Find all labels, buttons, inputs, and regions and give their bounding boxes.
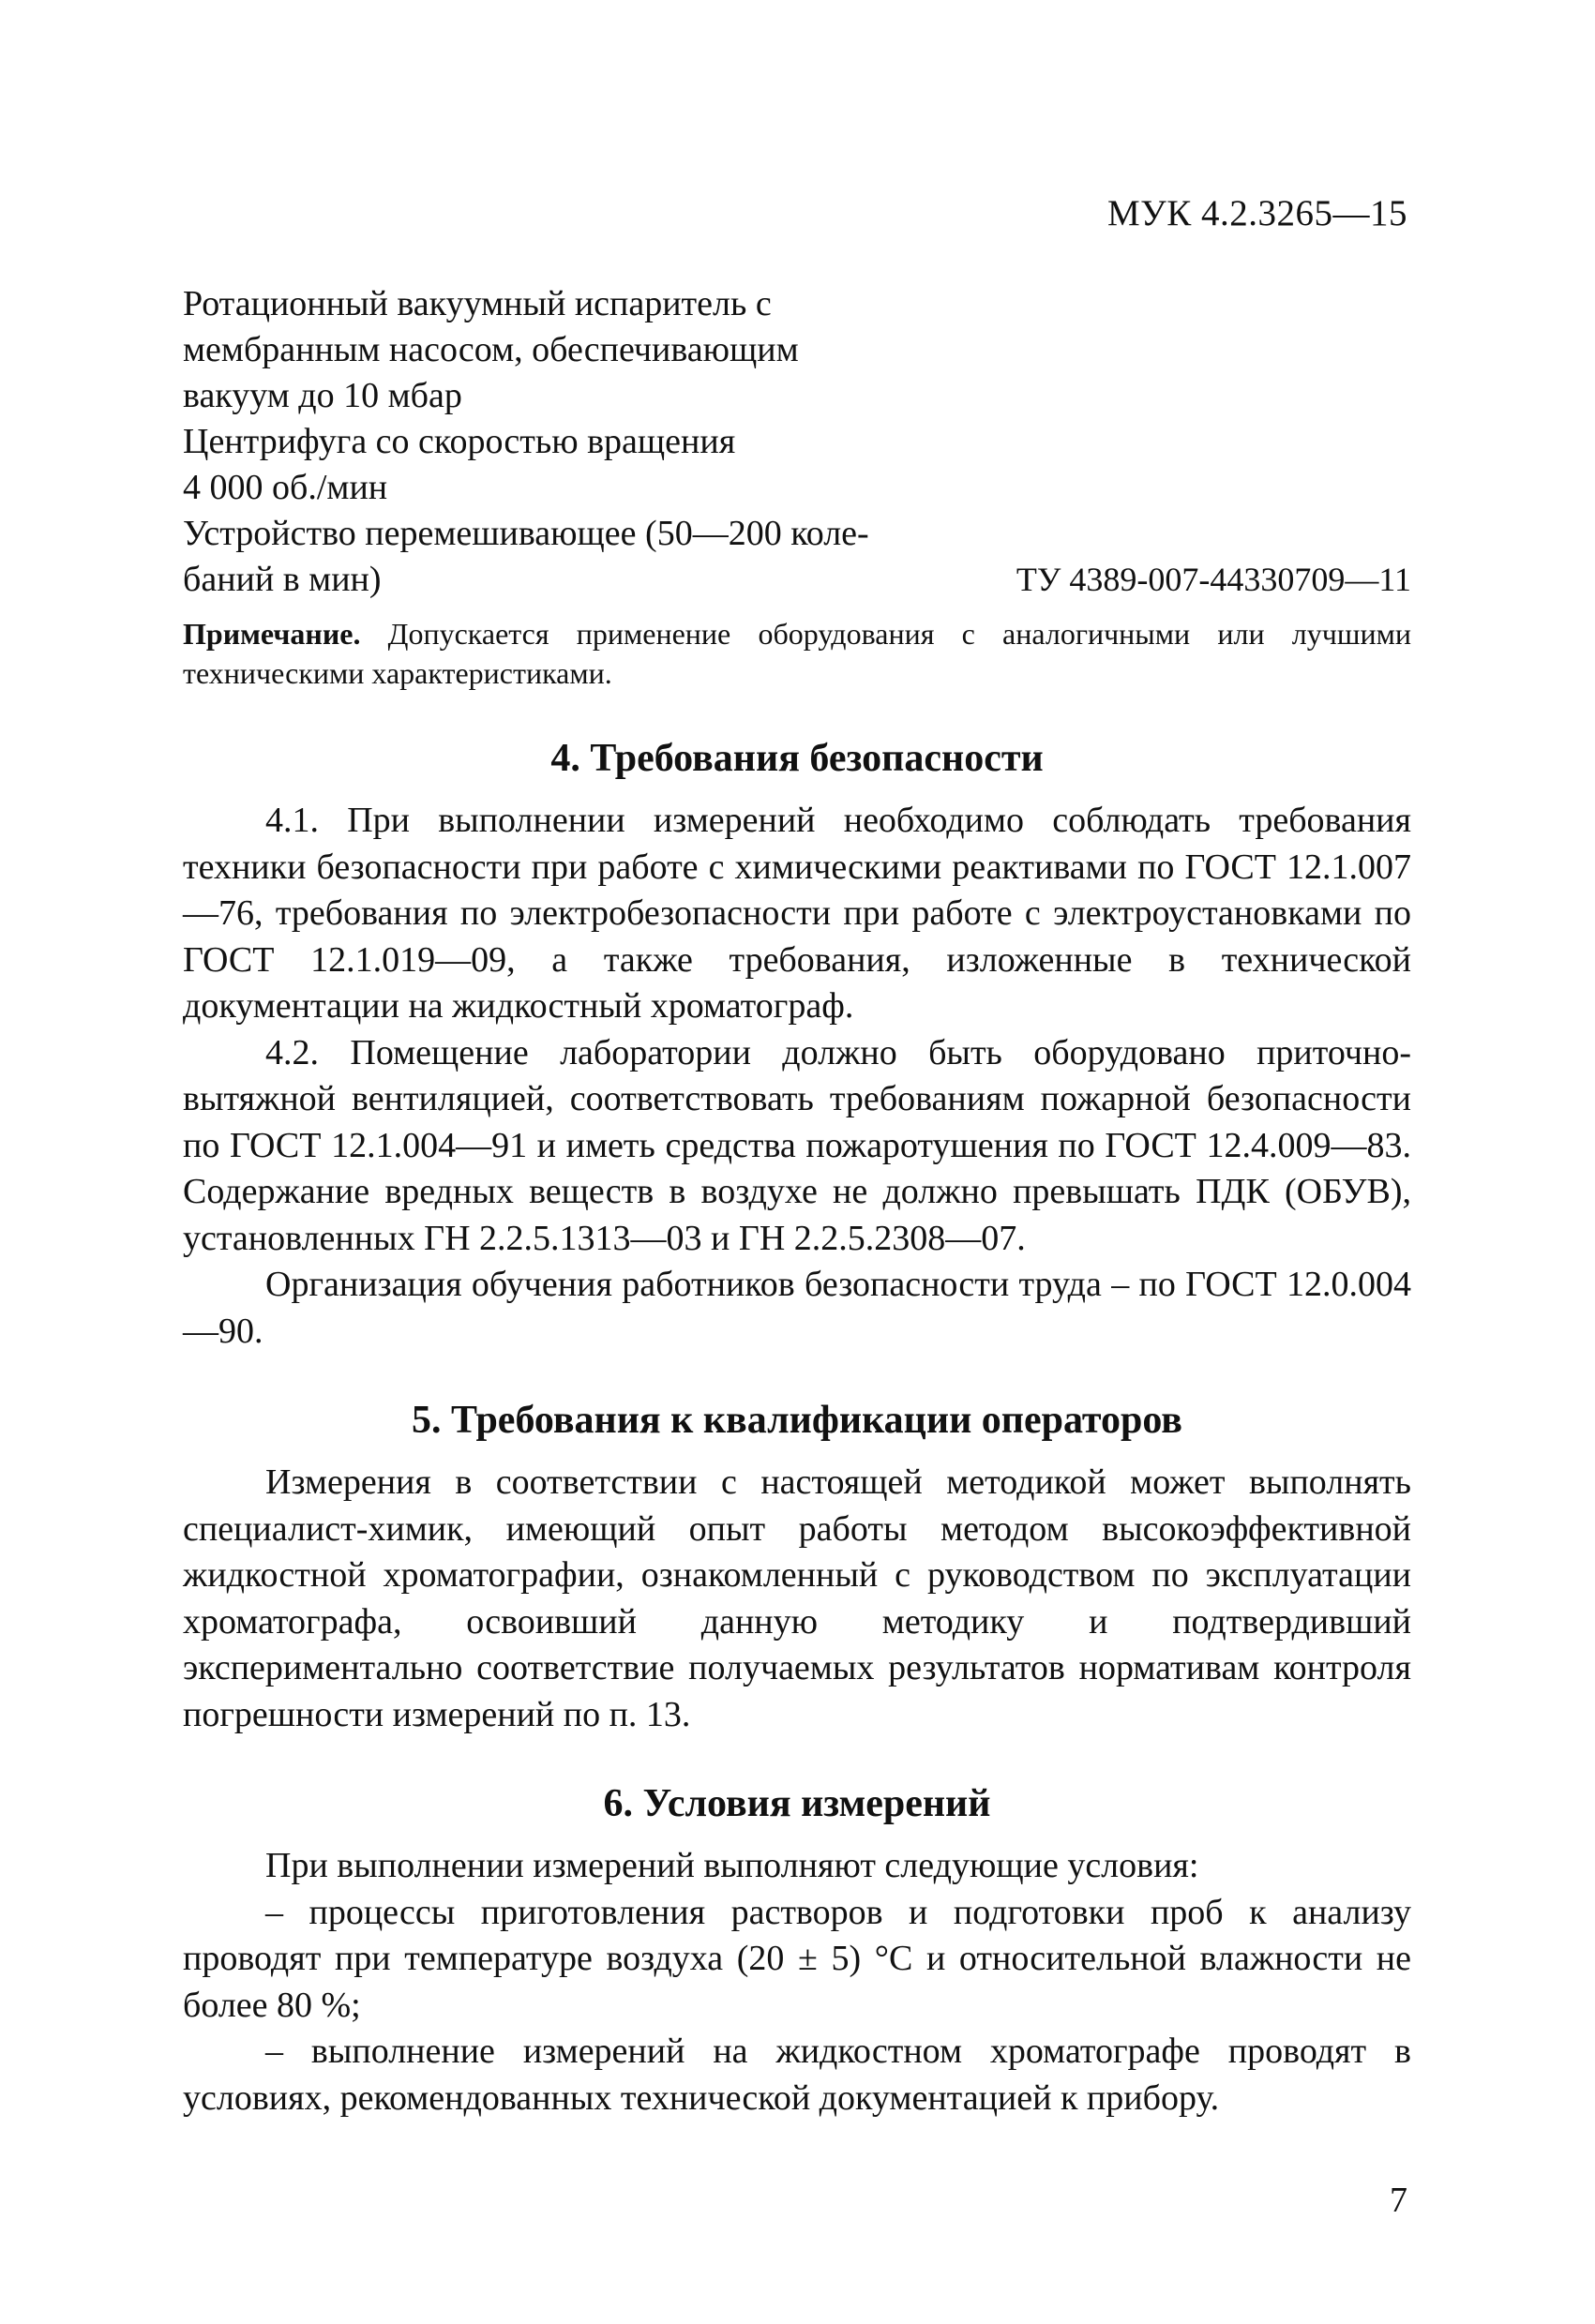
note-label: Примечание. (183, 617, 361, 651)
section-5-paragraph-1: Измерения в соответствии с настоящей методикой может выполнять специалист-химик, имеющий опыт работы методом высокоэффективной жидкостной хроматографии, ознакомленный с руководством по эксплуатации хроматографа, освоивший данную методику и подтвердивший экспериментально соответствие получаемых результатов нормативам контроля погрешности измерений по п. 13. (183, 1462, 1411, 1734)
section-6-title: 6. Условия измерений (603, 1782, 991, 1825)
page-number: 7 (1390, 2181, 1407, 2220)
document-code-header: МУК 4.2.3265—15 (1106, 193, 1407, 233)
note (183, 614, 1411, 693)
section-6-paragraph-2: – процессы приготовления растворов и подготовки проб к анализу проводят при температуре воздуха (20 ± 5) °С и относительной влажности не более 80 %; (183, 1892, 1411, 2025)
equipment-line: баний в мин) (183, 560, 382, 599)
equipment-item (183, 281, 1411, 603)
equipment-line: мембранным насосом, обеспечивающим (183, 330, 799, 369)
equipment-spec: ТУ 4389-007-44330709—11 (1016, 561, 1411, 598)
page-content (183, 281, 1411, 2122)
section-4-title: 4. Требования безопасности (550, 737, 1044, 780)
equipment-line: 4 000 об./мин (183, 468, 388, 507)
section-6-paragraph-1: При выполнении измерений выполняют следующие условия: (265, 1846, 1199, 1885)
section-4-paragraph-2: 4.2. Помещение лаборатории должно быть оборудовано приточно-вытяжной вентиляцией, соответствовать требованиям пожарной безопасности по ГОСТ 12.1.004—91 и иметь средства пожаротушения по ГОСТ 12.4.009—83. Содержание вредных веществ в воздухе не должно превышать ПДК (ОБУВ), установленных ГН 2.2.5.1313—03 и ГН 2.2.5.2308—07. (183, 1032, 1411, 1258)
section-4-paragraph-3: Организация обучения работников безопасности труда – по ГОСТ 12.0.004—90. (183, 1265, 1411, 1351)
section-4-paragraph-1: 4.1. При выполнении измерений необходимо соблюдать требования техники безопасности при работе с химическими реактивами по ГОСТ 12.1.007—76, требования по электробезопасности при работе с электроустановками по ГОСТ 12.1.019—09, а также требования, изложенные в технической документации на жидкостный хроматограф. (183, 801, 1411, 1026)
equipment-line: вакуум до 10 мбар (183, 376, 462, 415)
equipment-description (183, 281, 1016, 603)
equipment-line: Устройство перемешивающее (50—200 коле- (183, 514, 869, 553)
note-text: Допускается применение оборудования с аналогичными или лучшими техническими характеристиками. (183, 617, 1411, 690)
equipment-line: Центрифуга со скоростью вращения (183, 422, 736, 461)
section-5-title: 5. Требования к квалификации операторов (412, 1399, 1182, 1442)
section-6-paragraph-3: – выполнение измерений на жидкостном хроматографе проводят в условиях, рекомендованных технической документацией к прибору. (183, 2032, 1411, 2118)
equipment-line: Ротационный вакуумный испаритель с (183, 284, 772, 323)
